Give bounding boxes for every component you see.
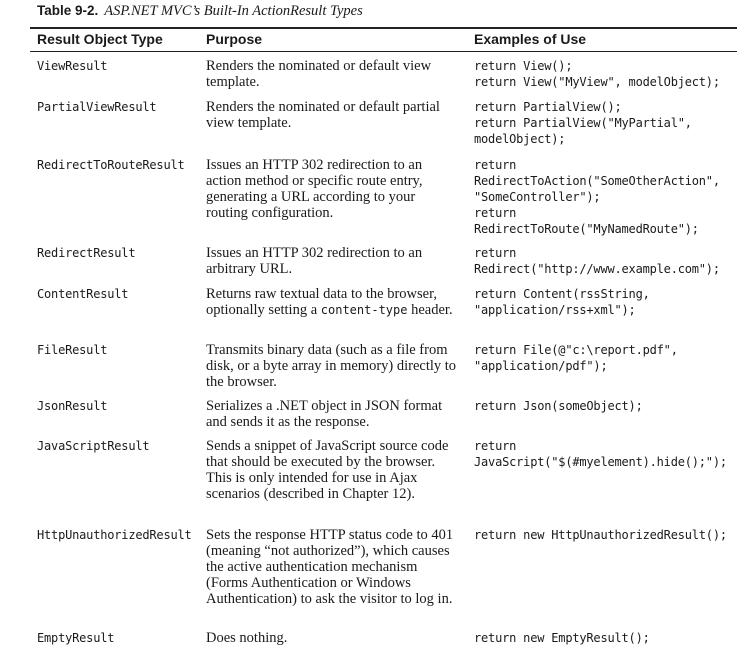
header-result-object-type: Result Object Type: [37, 31, 163, 47]
purpose-text: Returns raw textual data to the browser, optionally setting a: [206, 286, 437, 318]
purpose-cell: Transmits binary data (such as a file from disk, or a byte array in memory) directly to the browser.: [206, 342, 457, 390]
examples-cell: return Redirect("http://www.example.com");: [474, 246, 720, 276]
result-type-cell: JsonResult: [37, 399, 108, 413]
table-title: ASP.NET MVC’s Built-In ActionResult Types: [104, 3, 363, 19]
result-type-cell: ContentResult: [37, 287, 129, 301]
purpose-cell: Does nothing.: [206, 630, 288, 646]
result-type-cell: JavaScriptResult: [37, 439, 150, 453]
result-type-cell: RedirectResult: [37, 246, 136, 260]
purpose-cell: [206, 286, 458, 318]
result-type-cell: HttpUnauthorizedResult: [37, 528, 192, 542]
examples-cell: return new HttpUnauthorizedResult();: [474, 528, 727, 542]
examples-cell: return JavaScript("$(#myelement).hide();");: [474, 439, 727, 469]
purpose-cell: Renders the nominated or default view template.: [206, 58, 432, 90]
header-examples-of-use: Examples of Use: [474, 31, 587, 47]
examples-cell: return View(); return View("MyView", modelObject);: [474, 59, 720, 89]
table-caption: [37, 3, 363, 20]
table-top-rule: [30, 27, 737, 29]
purpose-cell: Sets the response HTTP status code to 401 (meaning “not authorized”), which causes the active authentication mechanism (Forms Authentication or Windows Authentication) to ask the visitor to log in.: [206, 527, 454, 607]
examples-cell: return PartialView(); return PartialView("MyPartial", modelObject);: [474, 100, 692, 146]
purpose-cell: Renders the nominated or default partial view template.: [206, 99, 440, 131]
purpose-text: header.: [407, 302, 453, 318]
purpose-cell: Issues an HTTP 302 redirection to an action method or specific route entry, generating a URL according to your routing configuration.: [206, 157, 423, 221]
header-rule: [30, 51, 737, 52]
purpose-code: content-type: [320, 303, 408, 317]
purpose-cell: Serializes a .NET object in JSON format and sends it as the response.: [206, 398, 443, 430]
result-type-cell: RedirectToRouteResult: [37, 158, 185, 172]
result-type-cell: ViewResult: [37, 59, 108, 73]
result-type-cell: PartialViewResult: [37, 100, 157, 114]
header-purpose: Purpose: [206, 31, 263, 47]
table-number: Table 9-2.: [37, 3, 99, 18]
examples-cell: return Content(rssString, "application/rss+xml");: [474, 287, 650, 317]
purpose-cell: Sends a snippet of JavaScript source code that should be executed by the browser. This is only intended for use in Ajax scenarios (described in Chapter 12).: [206, 438, 449, 502]
result-type-cell: EmptyResult: [37, 631, 115, 645]
purpose-cell: Issues an HTTP 302 redirection to an arbitrary URL.: [206, 245, 423, 277]
examples-cell: return new EmptyResult();: [474, 631, 650, 645]
examples-cell: return File(@"c:\report.pdf", "application/pdf");: [474, 343, 678, 373]
result-type-cell: FileResult: [37, 343, 108, 357]
examples-cell: return RedirectToAction("SomeOtherAction", "SomeController"); return RedirectToRoute("MyNamedRoute");: [474, 158, 720, 236]
examples-cell: return Json(someObject);: [474, 399, 643, 413]
